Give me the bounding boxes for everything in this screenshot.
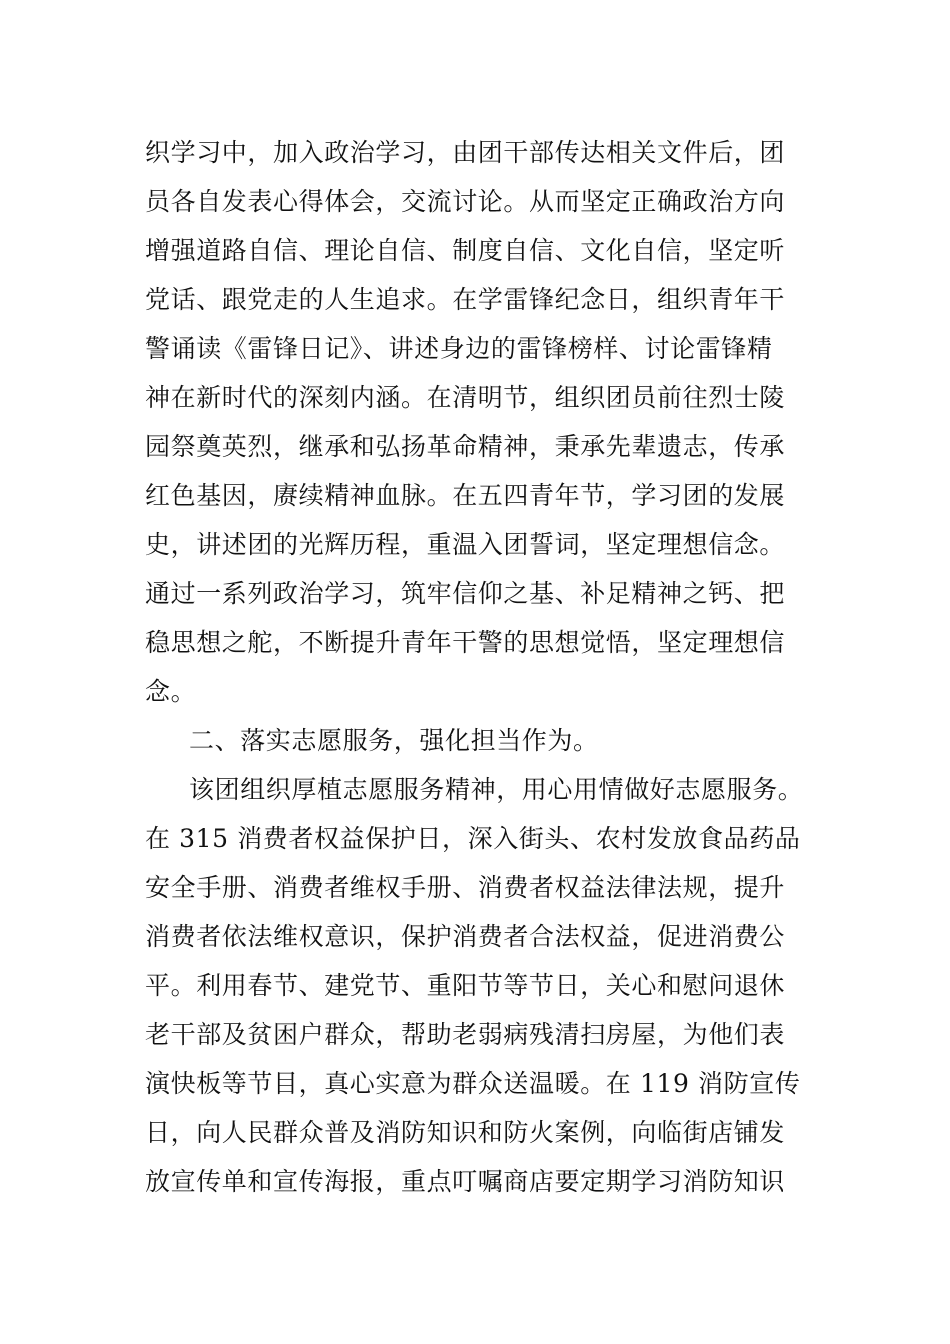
document-body [145,128,810,1206]
text-line: 增强道路自信、理论自信、制度自信、文化自信，坚定听 [145,236,786,265]
text-line: 平。利用春节、建党节、重阳节等节日，关心和慰问退休 [145,971,786,1000]
paragraph-first-line: 该团组织厚植志愿服务精神，用心用情做好志愿服务。 [189,775,804,804]
text-line: 在 315 消费者权益保护日，深入街头、农村发放食品药品 [145,824,801,853]
text-line: 日，向人民群众普及消防知识和防火案例，向临街店铺发 [145,1118,786,1147]
text-line: 红色基因，赓续精神血脉。在五四青年节，学习团的发展 [145,481,786,510]
text-line: 党话、跟党走的人生追求。在学雷锋纪念日，组织青年干 [145,285,786,314]
text-line: 演快板等节目，真心实意为群众送温暖。在 119 消防宣传 [145,1069,801,1098]
section-heading: 二、落实志愿服务，强化担当作为。 [189,726,599,755]
text-line: 警诵读《雷锋日记》、讲述身边的雷锋榜样、讨论雷锋精 [145,334,773,363]
text-line: 织学习中，加入政治学习，由团干部传达相关文件后，团 [145,138,786,167]
text-line: 员各自发表心得体会，交流讨论。从而坚定正确政治方向 [145,187,786,216]
text-line: 老干部及贫困户群众，帮助老弱病残清扫房屋，为他们表 [145,1020,786,1049]
text-line: 神在新时代的深刻内涵。在清明节，组织团员前往烈士陵 [145,383,786,412]
text-line: 消费者依法维权意识，保护消费者合法权益，促进消费公 [145,922,786,951]
text-line: 念。 [145,677,197,706]
text-line: 放宣传单和宣传海报，重点叮嘱商店要定期学习消防知识 [145,1167,786,1196]
text-line: 园祭奠英烈，继承和弘扬革命精神，秉承先辈遗志，传承 [145,432,786,461]
text-line: 安全手册、消费者维权手册、消费者权益法律法规，提升 [145,873,786,902]
text-line: 稳思想之舵，不断提升青年干警的思想觉悟，坚定理想信 [145,628,786,657]
text-line: 史，讲述团的光辉历程，重温入团誓词，坚定理想信念。 [145,530,786,559]
text-line: 通过一系列政治学习，筑牢信仰之基、补足精神之钙、把 [145,579,786,608]
